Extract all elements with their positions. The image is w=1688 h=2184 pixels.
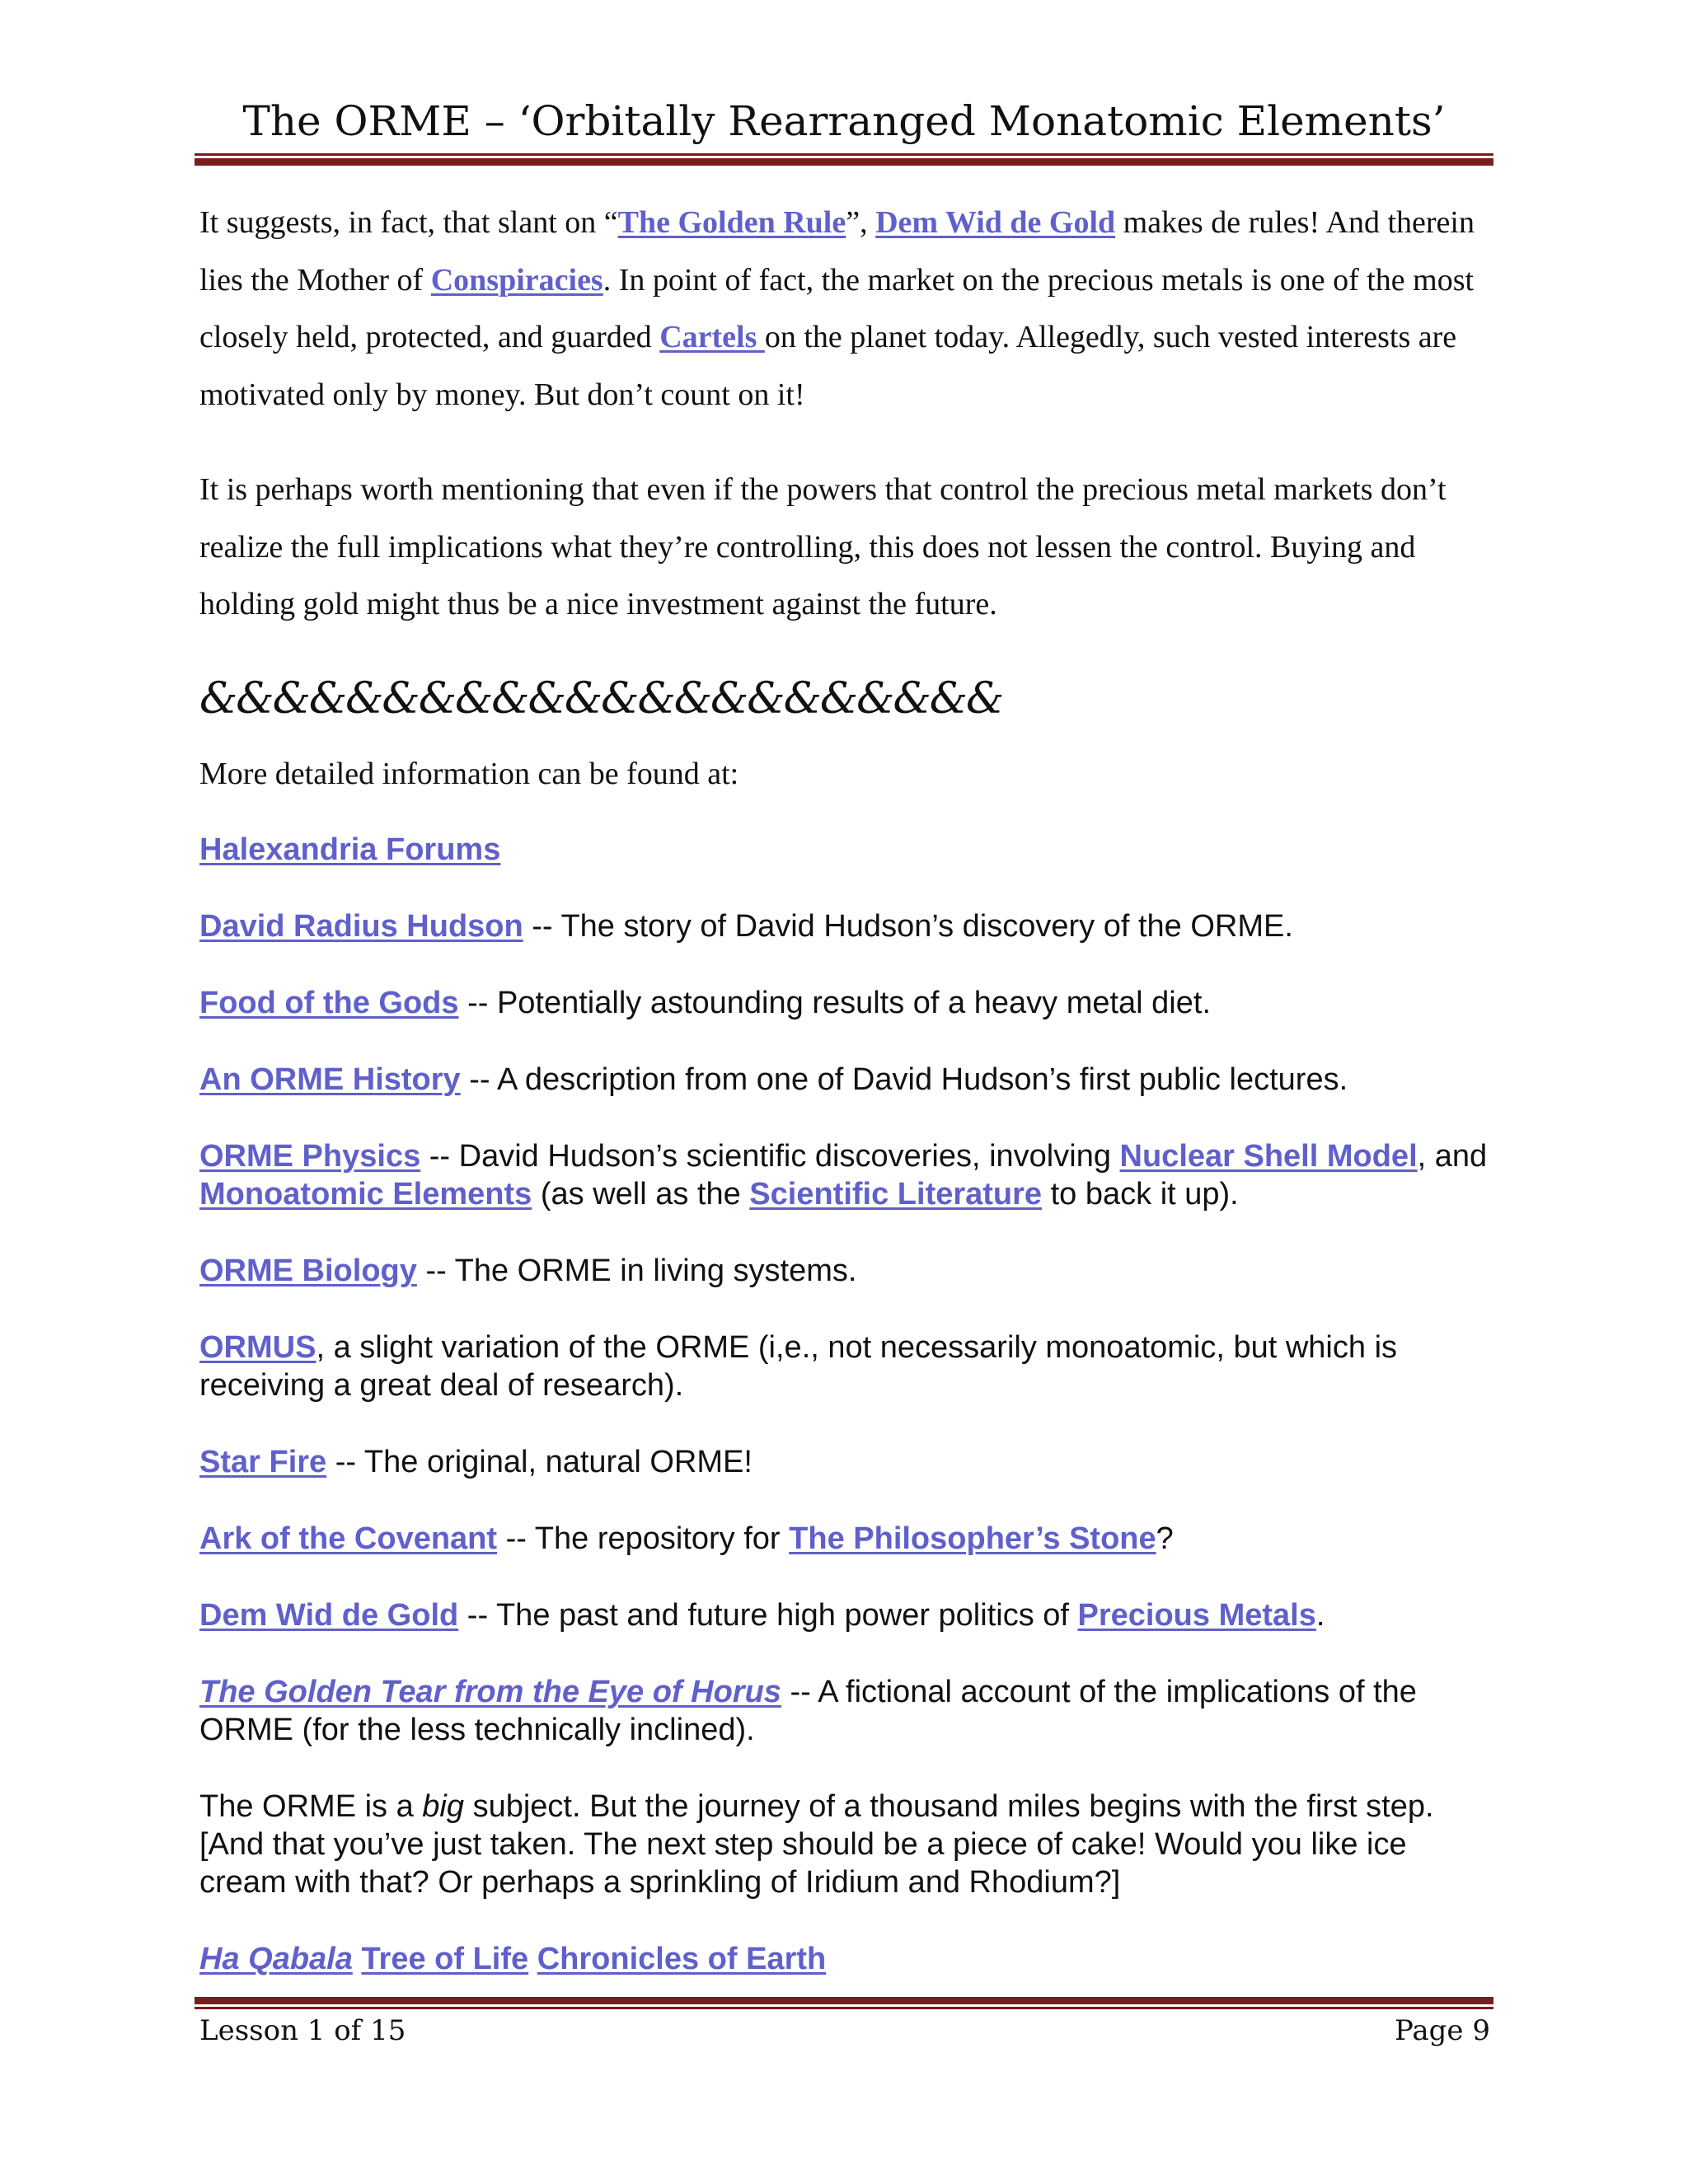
list-item-ormus: ORMUS, a slight variation of the ORME (i,e., not necessarily monoatomic, but which is receiving a great deal of research). <box>199 1330 1398 1403</box>
link-golden-tear[interactable]: The Golden Tear from the Eye of Horus <box>199 1675 781 1709</box>
page-header-title: The ORME – ‘Orbitally Rearranged Monatomic Elements’ <box>242 97 1446 145</box>
list-item-star-fire: Star Fire -- The original, natural ORME! <box>199 1445 753 1479</box>
link-halexandria-forums[interactable]: Halexandria Forums <box>199 832 501 867</box>
closing-paragraph: The ORME is a big subject. But the journey of a thousand miles begins with the first step. [And that you’ve just taken. The next step should be a piece of cake! Would you like ice cream with that? Or perhaps a sprinkling of Iridium and Rhodium?] <box>199 1789 1434 1900</box>
list-item-physics: ORME Physics -- David Hudson’s scientific discoveries, involving Nuclear Shell Model, and Monoatomic Elements (as well as the Scientific Literature to back it up). <box>199 1139 1488 1212</box>
link-dem-wid-de-gold-2[interactable]: Dem Wid de Gold <box>199 1598 459 1633</box>
link-star-fire[interactable]: Star Fire <box>199 1445 327 1479</box>
link-philosophers-stone[interactable]: The Philosopher’s Stone <box>789 1521 1156 1556</box>
list-item-history: An ORME History -- A description from one of David Hudson’s first public lectures. <box>199 1062 1348 1097</box>
link-orme-history[interactable]: An ORME History <box>199 1062 461 1097</box>
list-item-ark: Ark of the Covenant -- The repository for The Philosopher’s Stone? <box>199 1521 1174 1556</box>
link-precious-metals[interactable]: Precious Metals <box>1077 1598 1316 1633</box>
nav-links-row <box>199 1940 1502 1978</box>
link-david-radius-hudson[interactable]: David Radius Hudson <box>199 909 523 944</box>
link-nuclear-shell-model[interactable]: Nuclear Shell Model <box>1119 1139 1418 1174</box>
link-conspiracies[interactable]: Conspiracies <box>430 262 603 298</box>
link-cartels[interactable]: Cartels <box>659 320 765 354</box>
link-ark-of-the-covenant[interactable]: Ark of the Covenant <box>199 1521 498 1556</box>
paragraph-cartels: It suggests, in fact, that slant on “The Golden Rule”, Dem Wid de Gold makes de rules! And therein lies the Mother of Conspiracies. In point of fact, the market on the precious metals is one of the most closely held, protected, and guarded Cartels on the planet today. Allegedly, such vested interests are motivated only by money. But don’t count on it! <box>199 205 1475 412</box>
footer-rule <box>195 1997 1493 2009</box>
list-item-biology: ORME Biology -- The ORME in living systems. <box>199 1254 857 1288</box>
link-golden-rule[interactable]: The Golden Rule <box>617 205 846 240</box>
paragraph-investment: It is perhaps worth mentioning that even if the powers that control the precious metal markets don’t realize the full implications what they’re controlling, this does not lessen the control. Buying and holding gold might thus be a nice investment against the future. <box>199 472 1447 621</box>
list-item-hudson: David Radius Hudson -- The story of David Hudson’s discovery of the ORME. <box>199 909 1293 944</box>
list-item-golden-tear: The Golden Tear from the Eye of Horus -- A fictional account of the implications of the ORME (for the less technically inclined). <box>199 1675 1417 1747</box>
footer-page-number: Page 9 <box>1395 2014 1490 2047</box>
link-monoatomic-elements[interactable]: Monoatomic Elements <box>199 1177 532 1212</box>
header-rule <box>195 153 1493 166</box>
link-orme-physics[interactable]: ORME Physics <box>199 1139 421 1174</box>
link-scientific-literature[interactable]: Scientific Literature <box>749 1177 1043 1212</box>
list-item-halexandria <box>199 831 1502 869</box>
footer-lesson: Lesson 1 of 15 <box>199 2014 406 2047</box>
link-ha-qabala[interactable]: Ha Qabala <box>199 1942 353 1976</box>
more-info-text: More detailed information can be found at: <box>199 757 739 791</box>
list-item-dem-wid-de-gold: Dem Wid de Gold -- The past and future high power politics of Precious Metals. <box>199 1598 1325 1633</box>
link-chronicles-of-earth[interactable]: Chronicles of Earth <box>537 1942 827 1976</box>
link-tree-of-life[interactable]: Tree of Life <box>361 1942 529 1976</box>
link-dem-wid-de-gold[interactable]: Dem Wid de Gold <box>875 205 1116 240</box>
link-food-of-the-gods[interactable]: Food of the Gods <box>199 986 459 1020</box>
link-ormus[interactable]: ORMUS <box>199 1330 316 1365</box>
link-orme-biology[interactable]: ORME Biology <box>199 1254 417 1288</box>
list-item-food: Food of the Gods -- Potentially astounding results of a heavy metal diet. <box>199 986 1211 1020</box>
ampersand-separator: &&&&&&&&&&&&&&&&&&&&&& <box>199 674 1003 724</box>
